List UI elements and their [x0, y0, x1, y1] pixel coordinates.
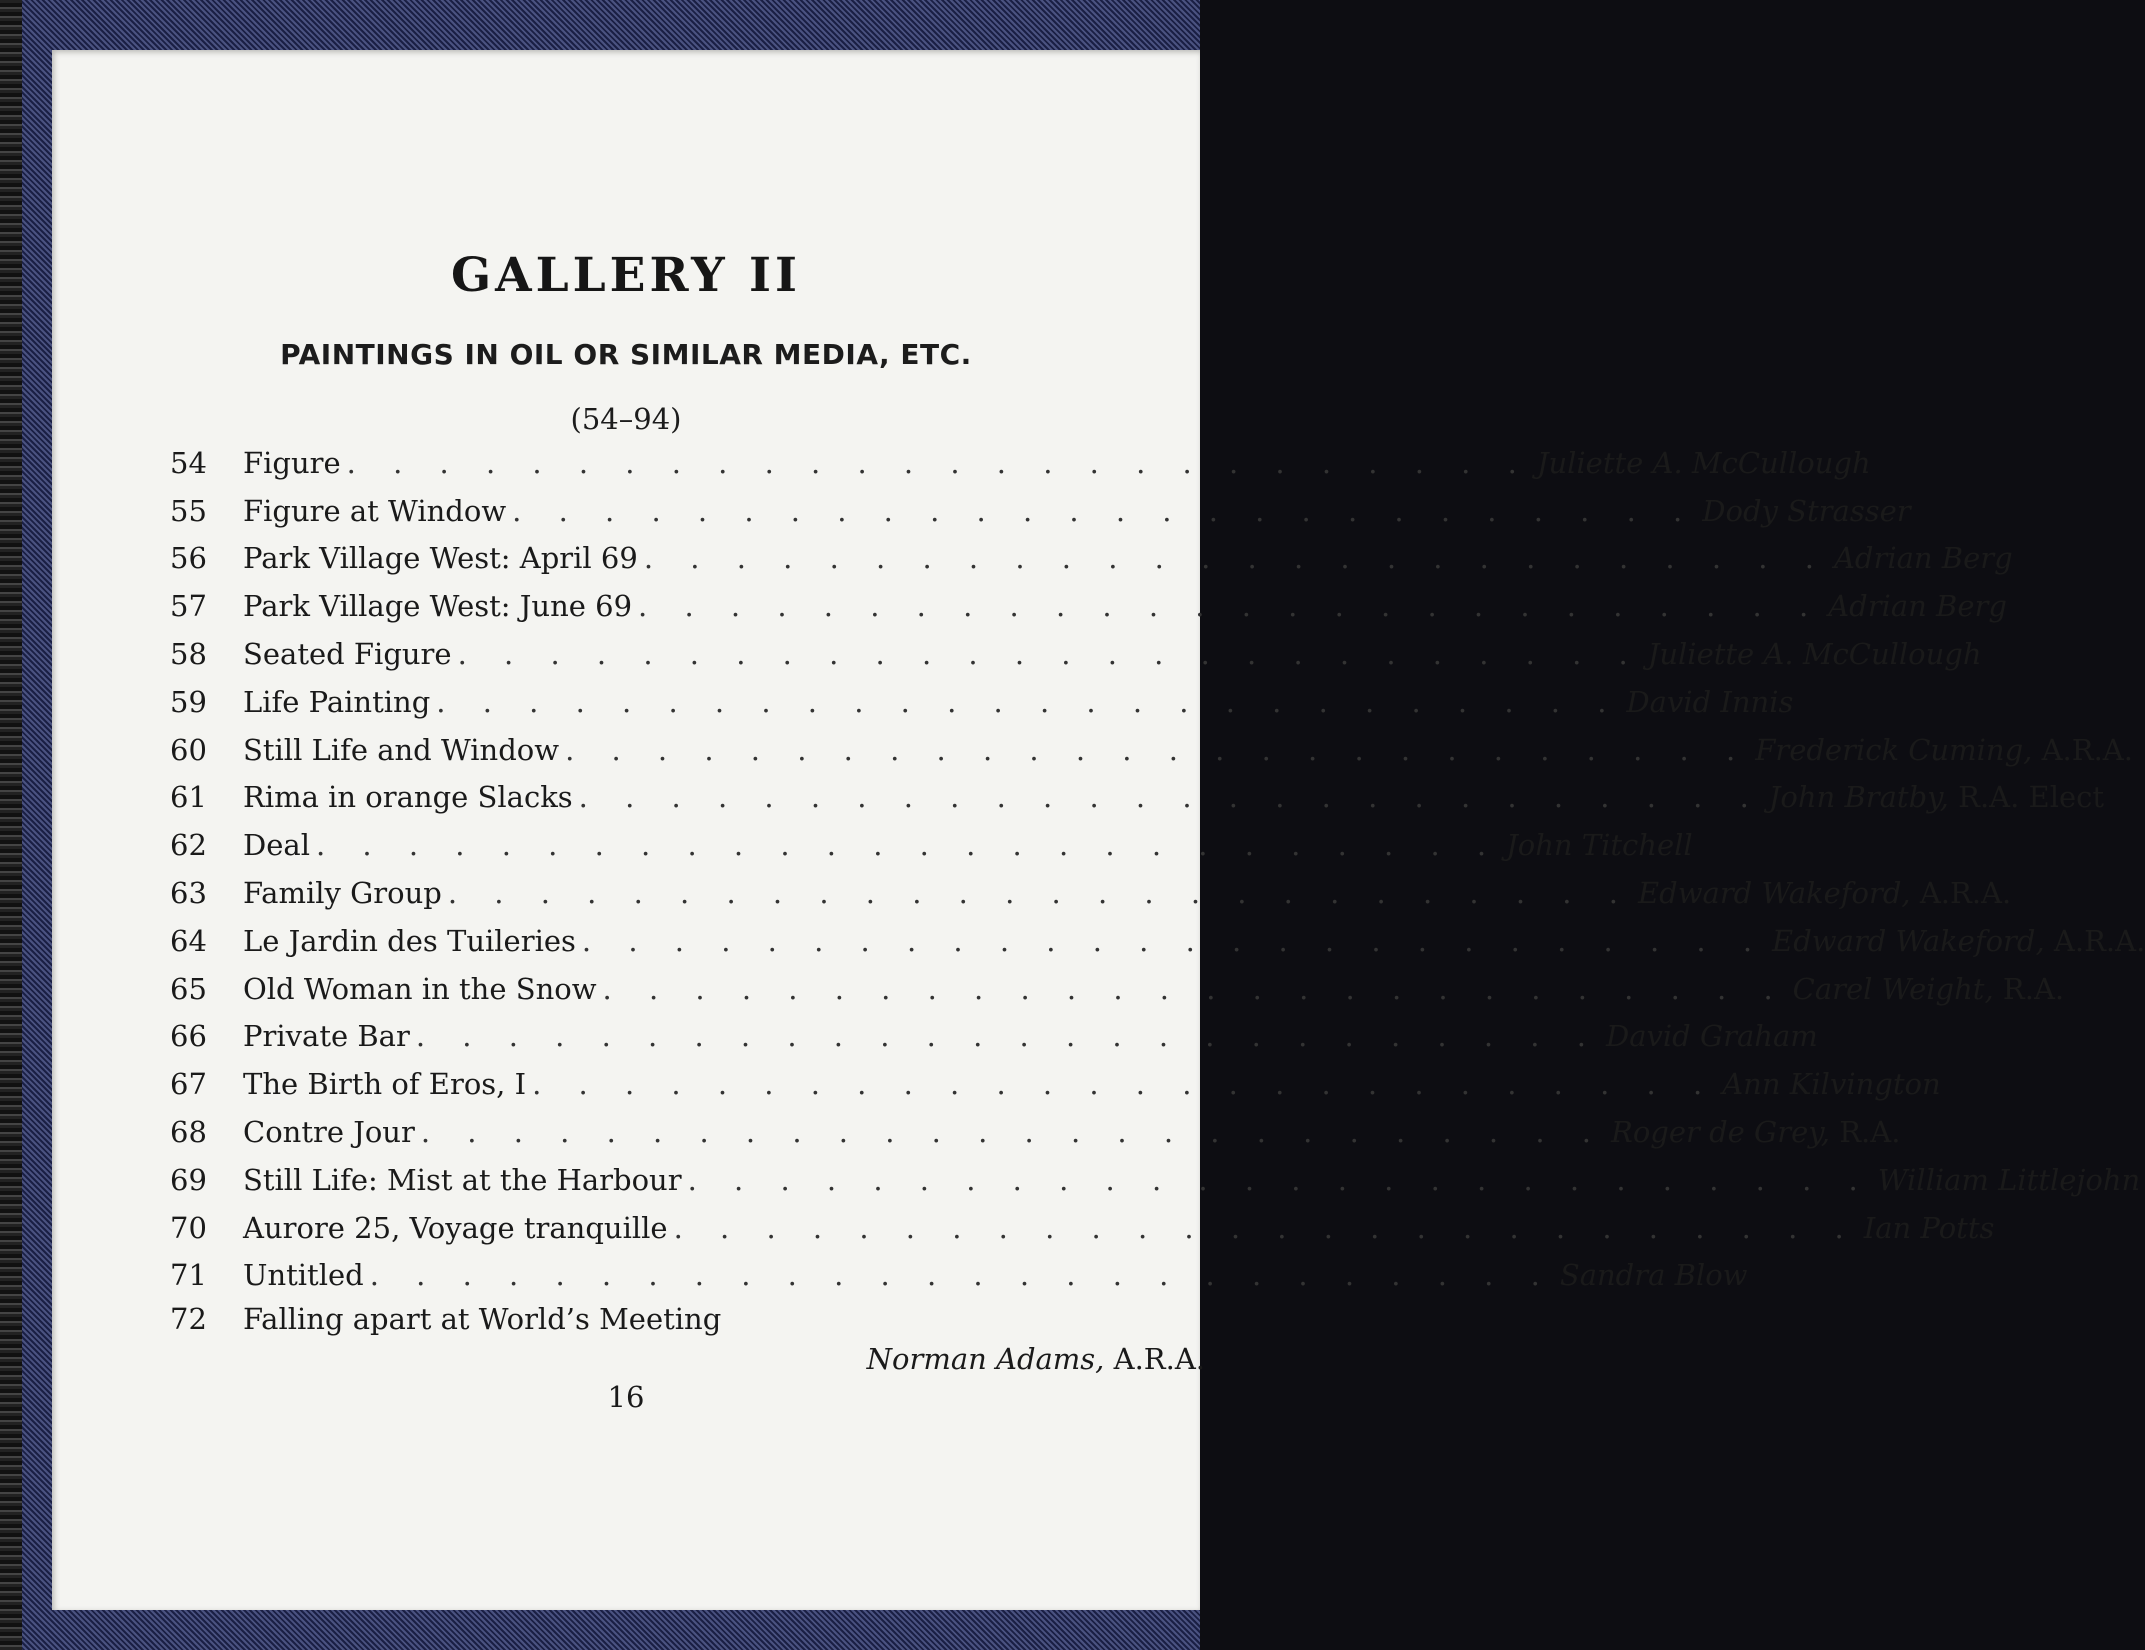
leader-dots: . . . . . . . . . . . . . . . . . . . . . . . . . . — [436, 684, 1621, 719]
entry-number: 58 — [170, 636, 207, 671]
leader-dots: . . . . . . . . . . . . . . . . . . . . . . . . . . — [581, 923, 1767, 958]
catalogue-entry — [170, 432, 1871, 480]
entry-artist: John Bratby, R.A. Elect — [1768, 780, 2105, 815]
entry-number: 71 — [170, 1258, 207, 1293]
leader-dots: . . . . . . . . . . . . . . . . . . . . . . . . . . — [415, 1019, 1600, 1054]
entry-title: The Birth of Eros, I — [243, 1067, 527, 1102]
entry-artist: Ann Kilvington — [1722, 1067, 1941, 1102]
entry-artist: Norman Adams, A.R.A. — [866, 1342, 1205, 1377]
entry-title: Family Group — [243, 875, 442, 910]
catalogue-entry — [170, 575, 2007, 624]
catalogue-entry — [170, 1292, 1205, 1376]
entry-title: Old Woman in the Snow — [243, 971, 597, 1006]
catalogue-entry — [170, 1053, 1941, 1102]
entry-artist: John Titchell — [1506, 828, 1693, 863]
catalogue-entry — [170, 814, 1693, 863]
entry-title: Life Painting — [243, 684, 431, 719]
catalogue-list — [170, 432, 2145, 1377]
leader-dots: . . . . . . . . . . . . . . . . . . . . . . . . . . — [420, 1114, 1605, 1149]
entry-number: 65 — [170, 971, 207, 1006]
catalogue-entry — [170, 862, 2012, 910]
entry-title: Private Bar — [243, 1019, 410, 1054]
entry-number: 67 — [170, 1067, 207, 1102]
entry-title: Contre Jour — [243, 1114, 415, 1149]
entry-number: 63 — [170, 875, 207, 910]
entry-artist: Adrian Berg — [1828, 589, 2007, 624]
entry-number: 61 — [170, 780, 207, 815]
entry-number: 62 — [170, 828, 207, 863]
entry-number: 64 — [170, 923, 207, 958]
leader-dots: . . . . . . . . . . . . . . . . . . . . . . . . . . — [447, 875, 1632, 910]
entry-artist: William Littlejohn — [1877, 1162, 2141, 1197]
entry-artist: Dody Strasser — [1702, 493, 1911, 528]
book-spine-edge — [0, 0, 22, 1650]
catalogue-entry — [170, 958, 2065, 1006]
catalogue-entry — [170, 1006, 1818, 1054]
catalogue-entry — [170, 1149, 2141, 1197]
entry-title: Untitled — [243, 1258, 364, 1293]
catalogue-entry — [170, 671, 1794, 719]
entry-number: 66 — [170, 1019, 207, 1054]
entry-artist: David Graham — [1605, 1019, 1818, 1054]
entry-title: Still Life and Window — [243, 732, 560, 767]
entry-artist: Juliette A. McCullough — [1536, 445, 1871, 480]
entry-title: Rima in orange Slacks — [243, 780, 573, 815]
entry-title: Figure at Window — [243, 493, 507, 528]
entry-artist: Carel Weight, R.A. — [1792, 971, 2065, 1006]
leader-dots: . . . . . . . . . . . . . . . . . . . . . . . . . . — [512, 493, 1697, 528]
entry-title: Seated Figure — [243, 636, 452, 671]
catalogue-entry — [170, 910, 2145, 958]
leader-dots: . . . . . . . . . . . . . . . . . . . . . . . . . . — [643, 541, 1828, 576]
catalogue-entry — [170, 480, 1911, 528]
leader-dots: . . . . . . . . . . . . . . . . . . . . . . . . . . — [673, 1210, 1858, 1245]
entry-number: 70 — [170, 1210, 207, 1245]
entry-artist: Edward Wakeford, A.R.A. — [1637, 875, 2012, 910]
catalogue-page — [52, 50, 2145, 1610]
catalogue-entry — [170, 719, 2133, 767]
entry-number: 55 — [170, 493, 207, 528]
entry-number: 68 — [170, 1114, 207, 1149]
leader-dots: . . . . . . . . . . . . . . . . . . . . . . . . . . — [532, 1067, 1717, 1102]
catalogue-entry — [170, 528, 2013, 576]
entry-artist: Frederick Cuming, A.R.A. — [1755, 732, 2133, 767]
entry-title: Park Village West: April 69 — [243, 541, 638, 576]
page-number: 16 — [607, 1380, 645, 1414]
entry-number: 60 — [170, 732, 207, 767]
page-subtitle: PAINTINGS IN OIL OR SIMILAR MEDIA, ETC. — [280, 338, 972, 371]
leader-dots: . . . . . . . . . . . . . . . . . . . . . . . . . . — [565, 732, 1750, 767]
leader-dots: . . . . . . . . . . . . . . . . . . . . . . . . . . — [602, 971, 1787, 1006]
entry-number: 72 — [170, 1302, 207, 1337]
leader-dots: . . . . . . . . . . . . . . . . . . . . . . . . . . — [638, 589, 1823, 624]
catalogue-entry — [170, 767, 2105, 815]
leader-dots: . . . . . . . . . . . . . . . . . . . . . . . . . . — [578, 780, 1763, 815]
page-title: GALLERY II — [450, 248, 802, 303]
leader-dots: . . . . . . . . . . . . . . . . . . . . . . . . . . — [457, 636, 1642, 671]
entry-number: 54 — [170, 445, 207, 480]
entry-artist: Adrian Berg — [1833, 541, 2013, 576]
entry-title: Aurore 25, Voyage tranquille — [243, 1210, 668, 1245]
entry-artist: Juliette A. McCullough — [1647, 636, 1982, 671]
entry-artist: Edward Wakeford, A.R.A. — [1772, 923, 2145, 958]
leader-dots: . . . . . . . . . . . . . . . . . . . . . . . . . . — [687, 1162, 1872, 1197]
entry-number: 59 — [170, 684, 207, 719]
catalogue-entry — [170, 1245, 1748, 1293]
catalogue-entry — [170, 1101, 1901, 1149]
entry-artist: Sandra Blow — [1559, 1258, 1748, 1293]
entry-artist: Ian Potts — [1863, 1210, 1995, 1245]
entry-number: 56 — [170, 541, 207, 576]
catalogue-entry — [170, 1197, 1995, 1245]
leader-dots: . . . . . . . . . . . . . . . . . . . . . . . . . . — [369, 1258, 1554, 1293]
entry-number: 57 — [170, 589, 207, 624]
entry-artist: Roger de Grey, R.A. — [1611, 1114, 1901, 1149]
entry-artist: David Innis — [1626, 684, 1794, 719]
entry-title: Park Village West: June 69 — [243, 589, 633, 624]
entry-title: Falling apart at World’s Meeting — [243, 1302, 722, 1337]
leader-dots: . . . . . . . . . . . . . . . . . . . . . . . . . . — [315, 828, 1501, 863]
entry-title: Figure — [243, 445, 341, 480]
entry-title: Still Life: Mist at the Harbour — [243, 1162, 682, 1197]
leader-dots: . . . . . . . . . . . . . . . . . . . . . . . . . . — [346, 445, 1531, 480]
catalogue-range: (54–94) — [570, 402, 682, 436]
entry-title: Le Jardin des Tuileries — [243, 923, 576, 958]
entry-number: 69 — [170, 1162, 207, 1197]
catalogue-entry — [170, 623, 1982, 671]
entry-title: Deal — [243, 828, 310, 863]
